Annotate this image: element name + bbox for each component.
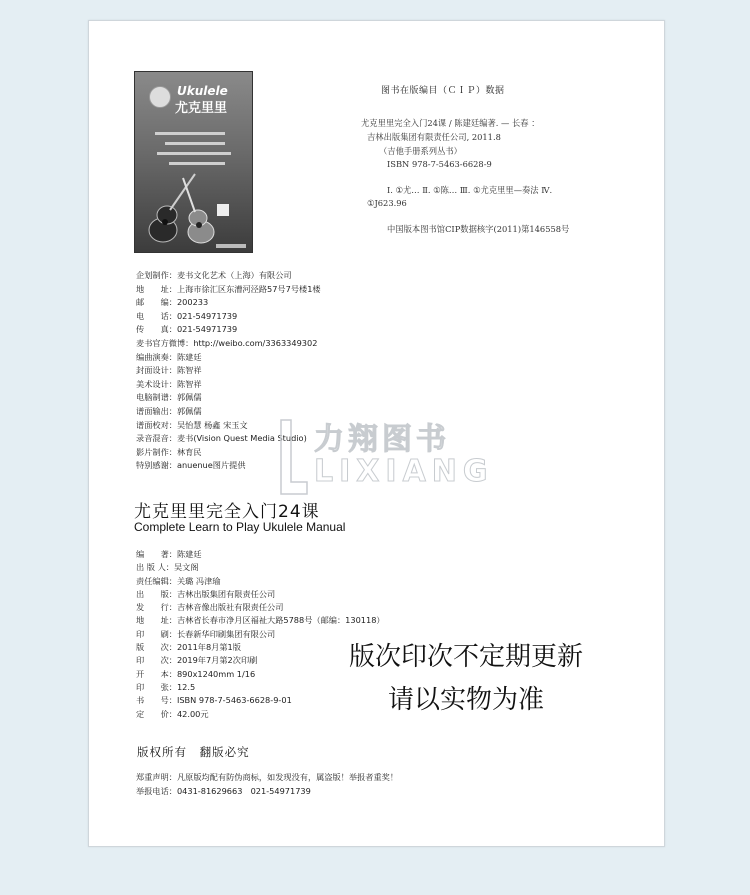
cip-data-number: 中国版本图书馆CIP数据核字(2011)第146558号 bbox=[387, 224, 570, 234]
pub-line: 编 著：陈建廷 bbox=[136, 549, 202, 559]
pub-line: 责任编辑：关璐 冯津瑜 bbox=[136, 575, 221, 586]
pub-line: 开 本：890x1240mm 1/16 bbox=[136, 668, 256, 679]
cover-logo-en: Ukulele bbox=[177, 84, 228, 98]
cip-line: （吉他手册系列丛书） bbox=[379, 146, 462, 156]
pub-line: 发 行：吉林音像出版社有限责任公司 bbox=[136, 602, 284, 613]
watermark-cn: 力翔图书 bbox=[314, 422, 450, 457]
pub-line: 印 刷：长春新华印刷集团有限公司 bbox=[136, 628, 276, 639]
watermark bbox=[279, 416, 494, 506]
pub-line: 出 版：吉林出版集团有限责任公司 bbox=[136, 588, 276, 599]
pub-line: 出 版 人：吴文阁 bbox=[136, 562, 199, 573]
credit-line: 录音混音：麦书(Vision Quest Media Studio) bbox=[136, 433, 307, 444]
credit-line: 美术设计：陈智祥 bbox=[136, 378, 202, 389]
cip-line: Ⅰ. ①尤… Ⅱ. ①陈… Ⅲ. ①尤克里里—奏法 Ⅳ. bbox=[387, 185, 553, 195]
legal-statement bbox=[136, 771, 398, 798]
credit-line: 特别感谢：anuenue图片提供 bbox=[136, 460, 246, 471]
notice-line-1: 版次印次不定期更新 bbox=[348, 642, 583, 672]
cip-line: ISBN 978-7-5463-6628-9 bbox=[387, 159, 492, 169]
credit-line: 谱面输出：郭佩儒 bbox=[136, 405, 202, 416]
pub-line: 印 次：2019年7月第2次印刷 bbox=[136, 655, 258, 666]
credit-line: 谱面校对：吴怡慧 杨鑫 宋玉文 bbox=[136, 419, 248, 430]
book-title-en: Complete Learn to Play Ukulele Manual bbox=[134, 520, 346, 534]
edition-notice bbox=[311, 636, 621, 722]
credit-line: 电脑制谱：郭佩儒 bbox=[136, 392, 202, 403]
cip-line: 尤克里里完全入门24课 / 陈建廷编著. — 长春 ： bbox=[361, 118, 540, 128]
pub-line: 定 价：42.00元 bbox=[136, 708, 209, 719]
watermark-en: LIXIANG bbox=[314, 454, 494, 489]
credit-line: 麦书官方微博：http://weibo.com/3363349302 bbox=[136, 337, 318, 348]
pub-line: 书 号：ISBN 978-7-5463-6628-9-01 bbox=[136, 695, 292, 706]
book-cover-image bbox=[134, 71, 253, 253]
cip-line: 吉林出版集团有限责任公司, 2011.8 bbox=[367, 132, 501, 142]
cover-badge-icon bbox=[149, 86, 171, 108]
notice-line-2: 请以实物为准 bbox=[387, 685, 544, 715]
cip-title: 图书在版编目（ＣＩＰ）数据 bbox=[381, 86, 505, 96]
book-title: 尤克里里完全入门24课 bbox=[134, 502, 320, 522]
credit-line: 邮 编：200233 bbox=[136, 297, 209, 308]
pub-line: 印 张：12.5 bbox=[136, 681, 196, 692]
credit-line: 影片制作：林育民 bbox=[136, 446, 202, 457]
ukulele-icon bbox=[143, 170, 223, 248]
rights-reserved: 版权所有 翻版必究 bbox=[137, 745, 250, 759]
cover-logo-cn: 尤克里里 bbox=[175, 101, 228, 116]
credit-line: 电 话：021-54971739 bbox=[136, 310, 238, 321]
credit-line: 传 真：021-54971739 bbox=[136, 324, 238, 335]
watermark-l-icon bbox=[279, 418, 309, 496]
qr-code-icon bbox=[217, 204, 229, 216]
pub-line: 地 址：吉林省长春市净月区福祉大路5788号（邮编：130118） bbox=[136, 615, 385, 626]
credit-line: 封面设计：陈智祥 bbox=[136, 365, 202, 376]
credit-line: 地 址：上海市徐汇区东漕河泾路57号7号楼1楼 bbox=[136, 283, 321, 294]
credit-line: 编曲演奏：陈建廷 bbox=[136, 351, 202, 362]
cip-line: ①J623.96 bbox=[367, 198, 407, 208]
copyright-page bbox=[88, 20, 665, 847]
pub-line: 版 次：2011年8月第1版 bbox=[136, 642, 241, 653]
legal-line: 举报电话：0431-81629663 021-54971739 bbox=[136, 785, 311, 796]
credit-line: 企划制作：麦书文化艺术（上海）有限公司 bbox=[136, 270, 292, 280]
legal-line: 郑重声明：凡原版均配有防伪商标，如发现没有，属盗版！举报者重奖！ bbox=[136, 772, 399, 782]
